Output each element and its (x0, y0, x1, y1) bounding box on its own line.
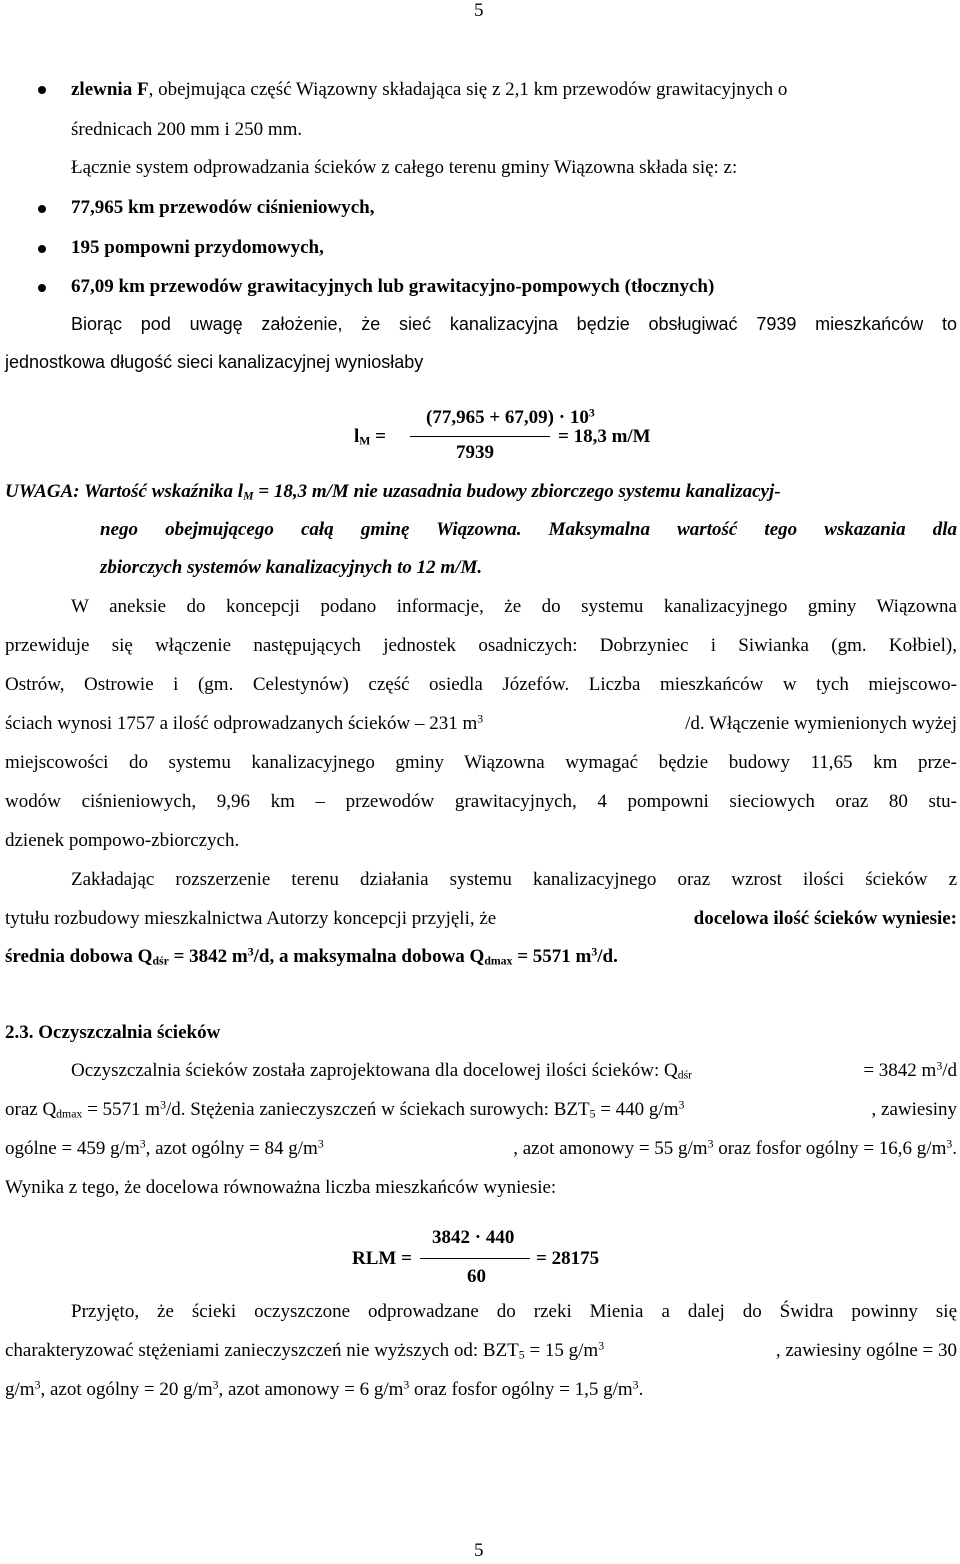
final-text-a: g/m (5, 1379, 35, 1400)
section-line: Wynika z tego, że docelowa równoważna liczba mieszkańców wyniesie: (5, 1177, 557, 1198)
annex-line: Ostrów, Ostrowie i (gm. Celestynów) część osiedla Józefów. Liczba mieszkańców w tych miejscowo- (5, 674, 957, 695)
section-line (5, 1099, 957, 1121)
formula-lm-denominator: 7939 (456, 442, 494, 463)
annex-line: dzienek pompowo-zbiorczych. (5, 830, 240, 851)
section-text-a: Oczyszczalnia ścieków została zaprojektowana dla docelowej ilości ścieków: Q (71, 1060, 678, 1081)
expansion-sub: dmax (484, 954, 513, 968)
final-sup: 3 (403, 1378, 410, 1392)
totals-intro: Łącznie system odprowadzania ścieków z całego terenu gminy Wiązowna składa się: z: (71, 157, 738, 178)
expansion-line (5, 908, 957, 930)
zlewnia-text: , obejmująca część Wiązowny składająca się z 2,1 km przewodów grawitacyjnych o (148, 79, 788, 100)
expansion-sup: 3 (591, 945, 598, 959)
formula-rlm-result: = 28175 (536, 1248, 600, 1269)
list-item-zlewnia-f (71, 79, 787, 101)
section-text-a: ogólne = 459 g/m (5, 1138, 140, 1159)
section-text-e: . (952, 1138, 957, 1159)
warning-text: UWAGA: Wartość wskaźnika l (5, 481, 244, 502)
section-text-d: = 440 g/m (595, 1099, 679, 1120)
list-item-total: 77,965 km przewodów ciśnieniowych, (71, 197, 375, 218)
section-text-c: /d. Stężenia zanieczyszczeń w ściekach surowych: BZT (165, 1099, 590, 1120)
expansion-text: /d. (597, 946, 618, 967)
list-item-zlewnia-f-cont: średnicach 200 mm i 250 mm. (71, 119, 303, 140)
final-text-c: , azot amonowy = 6 g/m (218, 1379, 404, 1400)
annex-line: przewiduje się włączenie następujących jednostek osadniczych: Dobrzyniec i Siwianka (gm. Kołbiel), (5, 635, 957, 656)
list-item-total: 195 pompowni przydomowych, (71, 237, 324, 258)
expansion-text: = 3842 m (168, 946, 248, 967)
page-number-top: 5 (474, 0, 484, 21)
annex-line: wodów ciśnieniowych, 9,96 km – przewodów grawitacyjnych, 4 pompowni sieciowych oraz 80 stu- (5, 791, 957, 812)
final-sup: 3 (632, 1378, 639, 1392)
section-sup: 3 (678, 1098, 685, 1112)
formula-lm-eq: = (375, 426, 386, 447)
final-text-c: , zawiesiny ogólne = 30 (775, 1340, 957, 1361)
warning-text: = 18,3 m/M nie uzasadnia budowy zbiorczego systemu kanalizacyj- (253, 481, 781, 502)
formula-lm-fraction-bar (410, 436, 550, 437)
expansion-sup: 3 (247, 945, 254, 959)
section-text (71, 1060, 692, 1082)
bullet-dot (38, 245, 46, 253)
formula-lm-result: = 18,3 m/M (558, 426, 651, 447)
bullet-dot (38, 86, 46, 94)
annex-text-b: /d. Włączenie wymienionych wyżej (685, 713, 957, 734)
final-text (5, 1340, 604, 1362)
section-sup: 3 (946, 1137, 953, 1151)
bullet-dot (38, 284, 46, 292)
final-line (5, 1379, 643, 1401)
section-sub: dmax (56, 1107, 83, 1121)
section-text (5, 1099, 684, 1121)
annex-sup: 3 (477, 712, 484, 726)
formula-lm-num-text: (77,965 + 67,09) · 10 (426, 407, 589, 428)
warning-line: nego obejmującego całą gminę Wiązowna. Maksymalna wartość tego wskazania dla (100, 519, 957, 540)
expansion-text: średnia dobowa Q (5, 946, 153, 967)
page-number-bottom: 5 (474, 1540, 484, 1561)
section-line (71, 1060, 957, 1082)
annex-line: W aneksie do koncepcji podano informacje, że do systemu kanalizacyjnego gminy Wiązowna (71, 596, 957, 617)
section-text-a: oraz Q (5, 1099, 57, 1120)
formula-lm-lhs (354, 426, 386, 448)
expansion-line (5, 946, 618, 968)
assumption-line: Biorąc pod uwagę założenie, że sieć kanalizacyjna będzie obsługiwać 7939 mieszkańców to (71, 314, 957, 334)
section-heading: 2.3. Oczyszczalnia ścieków (5, 1022, 221, 1043)
warning-line (5, 481, 957, 503)
formula-rlm-fraction-bar (420, 1258, 530, 1259)
expansion-text: /d, a maksymalna dobowa Q (253, 946, 485, 967)
formula-lm-sub: M (359, 434, 371, 448)
formula-lm-l: l (354, 426, 360, 447)
section-sup: 3 (317, 1137, 324, 1151)
final-text-d: oraz fosfor ogólny = 1,5 g/m (409, 1379, 633, 1400)
list-item-total: 67,09 km przewodów grawitacyjnych lub grawitacyjno-pompowych (tłocznych) (71, 276, 715, 297)
section-text-c: , azot amonowy = 55 g/m (513, 1138, 708, 1159)
section-sup: 3 (707, 1137, 714, 1151)
warning-sub: M (243, 489, 254, 503)
expansion-sub: dśr (152, 954, 169, 968)
annex-line (5, 713, 957, 735)
warning-line: zbiorczych systemów kanalizacyjnych to 12 m/M. (100, 557, 483, 578)
zlewnia-label: zlewnia F (71, 79, 149, 100)
final-line: Przyjęto, że ścieki oczyszczone odprowadzane do rzeki Mienia a dalej do Świdra powinny się (71, 1301, 957, 1322)
formula-rlm-numerator: 3842 · 440 (432, 1227, 515, 1248)
section-sub: dśr (677, 1068, 693, 1082)
final-text-e: . (638, 1379, 644, 1400)
formula-rlm-denominator: 60 (467, 1266, 486, 1287)
section-text-b: = 5571 m (82, 1099, 161, 1120)
annex-text-a: ściach wynosi 1757 a ilość odprowadzanych ścieków – 231 m (5, 713, 478, 734)
final-text-b: = 15 g/m (524, 1340, 599, 1361)
section-text-b: , azot ogólny = 84 g/m (145, 1138, 318, 1159)
final-sup: 3 (34, 1378, 41, 1392)
expansion-bold: docelowa ilość ścieków wyniesie: (693, 908, 957, 929)
final-sub: 5 (518, 1348, 525, 1362)
formula-rlm-lhs: RLM = (352, 1248, 412, 1269)
annex-line: miejscowości do systemu kanalizacyjnego gminy Wiązowna wymagać będzie budowy 11,65 km prze- (5, 752, 957, 773)
expansion-line: Zakładając rozszerzenie terenu działania systemu kanalizacyjnego oraz wzrost ilości ścieków z (71, 869, 957, 890)
bullet-dot (38, 205, 46, 213)
section-text (513, 1138, 957, 1160)
assumption-line: jednostkowa długość sieci kanalizacyjnej wyniosłaby (5, 352, 424, 372)
expansion-text: tytułu rozbudowy mieszkalnictwa Autorzy koncepcji przyjęli, że (5, 908, 497, 929)
section-line (5, 1138, 957, 1160)
section-sup: 3 (936, 1059, 943, 1073)
annex-text (5, 713, 483, 735)
section-text-e: , zawiesiny (871, 1099, 957, 1120)
formula-lm-num-sup: 3 (588, 406, 595, 420)
section-text-c: /d (942, 1060, 957, 1081)
section-text-b: = 3842 m (863, 1060, 937, 1081)
final-text-a: charakteryzować stężeniami zanieczyszczeń nie wyższych od: BZT (5, 1340, 519, 1361)
section-sup: 3 (160, 1098, 166, 1112)
final-sup: 3 (598, 1339, 605, 1353)
section-sub: 5 (589, 1107, 596, 1121)
section-text (5, 1138, 324, 1160)
section-sup: 3 (139, 1137, 146, 1151)
expansion-text: = 5571 m (512, 946, 592, 967)
final-sup: 3 (212, 1378, 219, 1392)
section-text (863, 1060, 957, 1082)
final-text-b: , azot ogólny = 20 g/m (40, 1379, 213, 1400)
final-line (5, 1340, 957, 1362)
section-text-d: oraz fosfor ogólny = 16,6 g/m (713, 1138, 947, 1159)
